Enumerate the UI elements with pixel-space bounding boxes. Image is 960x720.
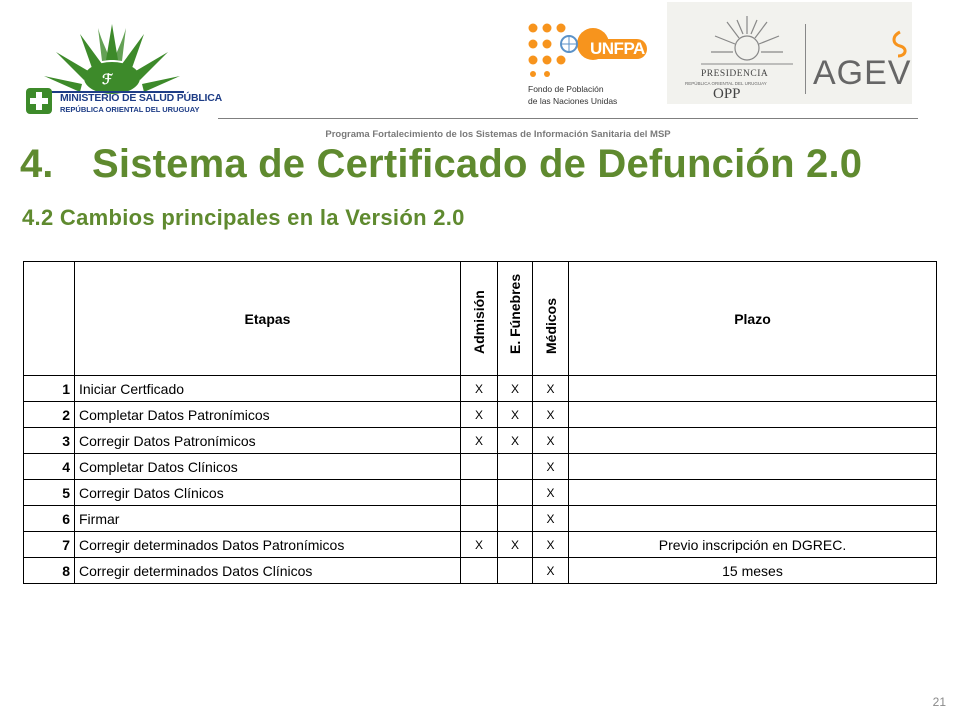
row-funebres: X bbox=[498, 402, 533, 428]
row-stage: Completar Datos Patronímicos bbox=[75, 402, 461, 428]
table-header-row bbox=[24, 262, 937, 376]
row-admision: X bbox=[461, 532, 498, 558]
agev-swirl-icon bbox=[890, 30, 910, 58]
table-row bbox=[24, 376, 937, 402]
opp-agev-logo bbox=[667, 2, 912, 104]
row-admision bbox=[461, 506, 498, 532]
svg-text:ℱ: ℱ bbox=[102, 71, 114, 87]
row-plazo bbox=[569, 402, 937, 428]
table-row bbox=[24, 480, 937, 506]
row-number: 8 bbox=[24, 558, 75, 584]
unfpa-brand: UNFPA bbox=[590, 39, 645, 58]
row-medicos: X bbox=[533, 454, 569, 480]
row-plazo bbox=[569, 506, 937, 532]
row-plazo: Previo inscripción en DGREC. bbox=[569, 532, 937, 558]
row-medicos: X bbox=[533, 532, 569, 558]
row-funebres: X bbox=[498, 532, 533, 558]
row-stage: Firmar bbox=[75, 506, 461, 532]
row-plazo bbox=[569, 454, 937, 480]
table-row bbox=[24, 506, 937, 532]
unfpa-caption-2: de las Naciones Unidas bbox=[528, 96, 618, 106]
opp-presidencia: PRESIDENCIA bbox=[701, 69, 769, 79]
row-admision: X bbox=[461, 428, 498, 454]
presidencia-sun-icon bbox=[697, 2, 797, 72]
header-plazo: Plazo bbox=[569, 262, 937, 376]
agev-label: AGEV bbox=[813, 54, 912, 92]
row-funebres bbox=[498, 454, 533, 480]
row-number: 3 bbox=[24, 428, 75, 454]
row-medicos: X bbox=[533, 480, 569, 506]
row-plazo bbox=[569, 428, 937, 454]
unfpa-logo bbox=[525, 18, 645, 108]
row-funebres: X bbox=[498, 428, 533, 454]
row-plazo bbox=[569, 480, 937, 506]
row-number: 7 bbox=[24, 532, 75, 558]
row-funebres bbox=[498, 480, 533, 506]
unfpa-caption-1: Fondo de Población bbox=[528, 84, 604, 94]
section-subtitle: 4.2 Cambios principales en la Versión 2.0 bbox=[22, 205, 465, 230]
row-medicos: X bbox=[533, 506, 569, 532]
row-funebres bbox=[498, 558, 533, 584]
header-stages: Etapas bbox=[75, 262, 461, 376]
msp-country: REPÚBLICA ORIENTAL DEL URUGUAY bbox=[60, 105, 200, 114]
row-admision bbox=[461, 454, 498, 480]
row-stage: Corregir Datos Patronímicos bbox=[75, 428, 461, 454]
header-funebres bbox=[498, 262, 533, 376]
row-stage: Corregir Datos Clínicos bbox=[75, 480, 461, 506]
page-title: Sistema de Certificado de Defunción 2.0 bbox=[92, 142, 863, 186]
row-medicos: X bbox=[533, 558, 569, 584]
header-funebres-label: E. Fúnebres bbox=[507, 273, 523, 354]
row-admision bbox=[461, 480, 498, 506]
row-plazo: 15 meses bbox=[569, 558, 937, 584]
header-rule bbox=[218, 118, 918, 119]
table-row bbox=[24, 428, 937, 454]
header-medicos-label: Médicos bbox=[542, 297, 559, 354]
opp-label: OPP bbox=[713, 86, 741, 102]
row-medicos: X bbox=[533, 428, 569, 454]
row-medicos: X bbox=[533, 402, 569, 428]
header-medicos bbox=[533, 262, 569, 376]
row-admision bbox=[461, 558, 498, 584]
msp-name: MINISTERIO DE SALUD PÚBLICA bbox=[60, 92, 223, 104]
row-number: 4 bbox=[24, 454, 75, 480]
title-number: 4. bbox=[20, 142, 54, 186]
page-number: 21 bbox=[932, 695, 946, 709]
row-funebres bbox=[498, 506, 533, 532]
msp-logo bbox=[22, 12, 223, 122]
row-stage: Iniciar Certficado bbox=[75, 376, 461, 402]
row-number: 1 bbox=[24, 376, 75, 402]
row-plazo bbox=[569, 376, 937, 402]
row-admision: X bbox=[461, 376, 498, 402]
row-stage: Corregir determinados Datos Clínicos bbox=[75, 558, 461, 584]
header-admision bbox=[461, 262, 498, 376]
opp-republica: REPÚBLICA ORIENTAL DEL URUGUAY bbox=[685, 81, 767, 86]
header-number bbox=[24, 262, 75, 376]
table-row bbox=[24, 532, 937, 558]
logo-divider bbox=[805, 24, 806, 94]
header-admision-label: Admisión bbox=[471, 289, 487, 354]
row-number: 5 bbox=[24, 480, 75, 506]
row-stage: Completar Datos Clínicos bbox=[75, 454, 461, 480]
table-row bbox=[24, 454, 937, 480]
table-row bbox=[24, 558, 937, 584]
row-number: 6 bbox=[24, 506, 75, 532]
row-number: 2 bbox=[24, 402, 75, 428]
table-row bbox=[24, 402, 937, 428]
row-funebres: X bbox=[498, 376, 533, 402]
row-medicos: X bbox=[533, 376, 569, 402]
stages-table bbox=[23, 261, 937, 584]
row-admision: X bbox=[461, 402, 498, 428]
program-caption: Programa Fortalecimiento de los Sistemas de Información Sanitaria del MSP bbox=[325, 129, 671, 140]
row-stage: Corregir determinados Datos Patronímicos bbox=[75, 532, 461, 558]
